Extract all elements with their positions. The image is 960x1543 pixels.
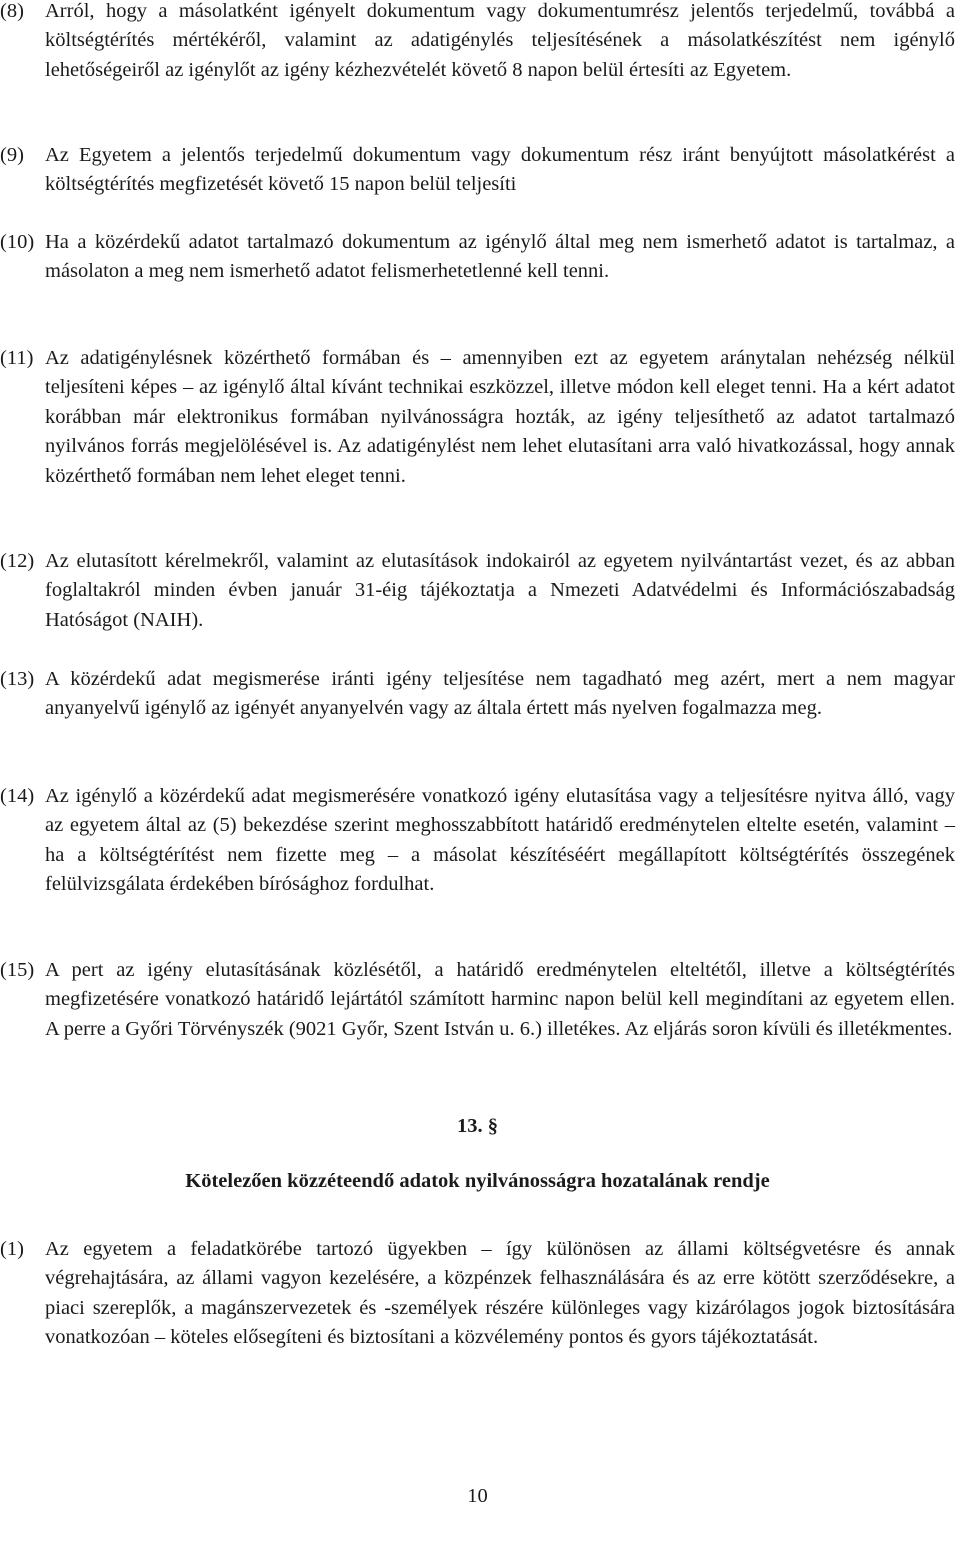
paragraph-number: (11) (0, 347, 34, 369)
paragraph-14 (0, 782, 955, 900)
paragraph-text: A pert az igény elutasításának közlésétől, a határidő eredménytelen elteltétől, illetve a költségtérítés megfizetésére vonatkozó határidő lejártától számított harminc napon belül kell megindítani az egyetem ellen. A perre a Győri Törvényszék (9021 Győr, Szent István u. 6.) illetékes. Az eljárás soron kívüli és illetékmentes. (45, 959, 955, 1040)
paragraph-15 (0, 956, 955, 1044)
paragraph-number: (12) (0, 550, 35, 572)
paragraph-number: (14) (0, 785, 35, 807)
section-number: 13. § (457, 1115, 498, 1137)
paragraph-text: Az igénylő a közérdekű adat megismerésére vonatkozó igény elutasítása vagy a teljesítésre nyitva álló, vagy az egyetem által az (5) bekezdése szerint meghosszabbított határidő eredménytelen eltelte esetén, valamint – ha a költségtérítést nem fizette meg – a másolat készítéséért megállapított költségtérítés összegének felülvizsgálata érdekében bírósághoz fordulhat. (45, 785, 955, 896)
section-paragraph-1 (0, 1235, 955, 1353)
paragraph-text: Az Egyetem a jelentős terjedelmű dokumentum vagy dokumentum rész iránt benyújtott másolatkérést a költségtérítés megfizetését követő 15 napon belül teljesíti (45, 144, 955, 196)
paragraph-text: Az adatigénylésnek közérthető formában és – amennyiben ezt az egyetem aránytalan nehézség nélkül teljesíteni képes – az igénylő által kívánt technikai eszközzel, illetve módon kell eleget tenni. Ha a kért adatot korábban már elektronikus formában nyilvánosságra hozták, az igény teljesíthető az adatot tartalmazó nyilvános forrás megjelölésével is. Az adatigénylést nem lehet elutasítani arra való hivatkozással, hogy annak közérthető formában nem lehet eleget tenni. (45, 347, 955, 487)
paragraph-12 (0, 547, 955, 635)
paragraph-8 (0, 0, 955, 85)
paragraph-number: (15) (0, 959, 35, 981)
paragraph-number: (13) (0, 668, 35, 690)
paragraph-text: Arról, hogy a másolatként igényelt dokumentum vagy dokumentumrész jelentős terjedelmű, továbbá a költségtérítés mértékéről, valamint az adatigénylés teljesítésének a másolatkészítést nem igénylő lehetőségeiről az igénylőt az igény kézhezvételét követő 8 napon belül értesíti az Egyetem. (45, 0, 955, 81)
paragraph-13 (0, 665, 955, 724)
paragraph-number: (9) (0, 144, 24, 166)
paragraph-text: Az egyetem a feladatkörébe tartozó ügyekben – így különösen az állami költségvetésre és annak végrehajtására, az állami vagyon kezelésére, a közpénzek felhasználására és az erre kötött szerződésekre, a piaci szereplők, a magánszervezetek és -személyek részére különleges vagy kizárólagos jogok biztosítására vonatkozóan – köteles elősegíteni és biztosítani a közvélemény pontos és gyors tájékoztatását. (45, 1238, 955, 1349)
paragraph-11 (0, 344, 955, 491)
paragraph-number: (10) (0, 231, 35, 253)
paragraph-text: Ha a közérdekű adatot tartalmazó dokumentum az igénylő által meg nem ismerhető adatot is tartalmaz, a másolaton a meg nem ismerhető adatot felismerhetetlenné kell tenni. (45, 231, 955, 283)
paragraph-10 (0, 228, 955, 287)
paragraph-number: (8) (0, 0, 24, 22)
paragraph-number: (1) (0, 1238, 24, 1260)
section-title: Kötelezően közzéteendő adatok nyilvánosságra hozatalának rendje (185, 1170, 770, 1192)
page-number: 10 (467, 1485, 488, 1507)
paragraph-text: Az elutasított kérelmekről, valamint az elutasítások indokairól az egyetem nyilvántartást vezet, és az abban foglaltakról minden évben január 31-éig tájékoztatja a Nmezeti Adatvédelmi és Információszabadság Hatóságot (NAIH). (45, 550, 955, 631)
paragraph-text: A közérdekű adat megismerése iránti igény teljesítése nem tagadható meg azért, mert a nem magyar anyanyelvű igénylő az igényét anyanyelvén vagy az általa értett más nyelven fogalmazza meg. (45, 668, 955, 720)
paragraph-9 (0, 141, 955, 200)
